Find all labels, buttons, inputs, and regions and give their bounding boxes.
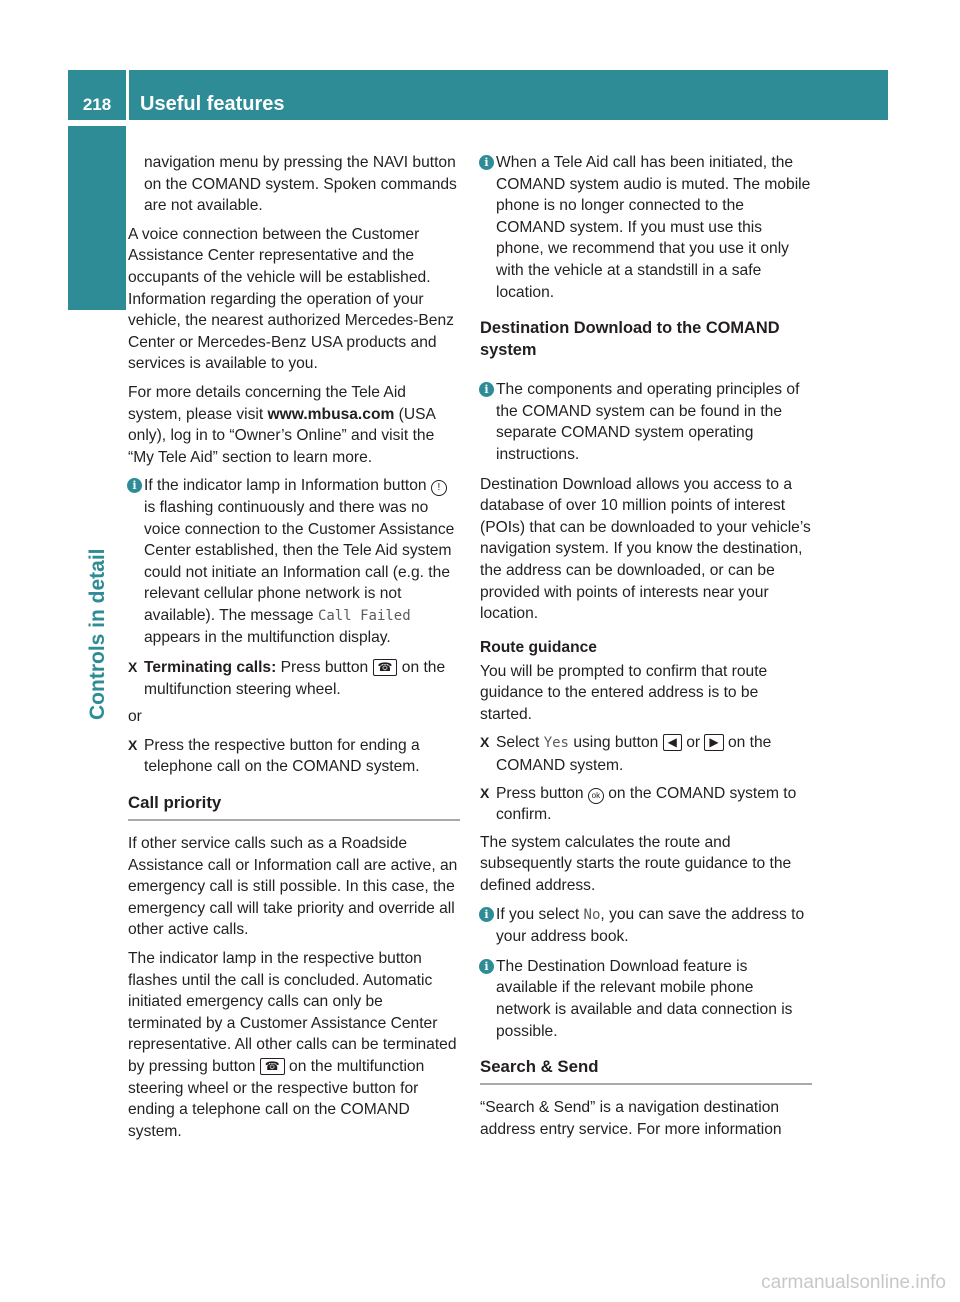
info-icon: i bbox=[127, 478, 142, 493]
info-note: i When a Tele Aid call has been initiated, the COMAND system audio is muted. The mobile phone is no longer connected to the COMAND system. If you must use this phone, we recommend that you use it only with the vehicle at a standstill in a safe location. bbox=[480, 152, 812, 303]
section-title: Useful features bbox=[140, 93, 285, 115]
paragraph: The system calculates the route and subsequently starts the route guidance to the defined address. bbox=[480, 833, 792, 895]
heading-call-priority: Call priority bbox=[128, 792, 460, 821]
option-yes: Yes bbox=[543, 735, 569, 752]
heading-destination-download: Destination Download to the COMAND system bbox=[480, 319, 780, 360]
option-no: No bbox=[583, 906, 601, 923]
website-link[interactable]: www.mbusa.com bbox=[267, 405, 395, 423]
paragraph: A voice connection between the Customer Assistance Center representative and the occupants of the vehicle will be established. Information regarding the operation of your vehicle, the nearest authorized Mercedes-Benz Center or Mercedes-Benz USA products and services is available to you. bbox=[128, 225, 454, 373]
right-column bbox=[480, 152, 812, 1147]
end-call-icon: ☎ bbox=[373, 659, 398, 676]
info-icon: i bbox=[479, 959, 494, 974]
left-arrow-icon: ◀ bbox=[663, 734, 682, 751]
info-icon: i bbox=[479, 382, 494, 397]
paragraph: navigation menu by pressing the NAVI button on the COMAND system. Spoken commands are not available. bbox=[144, 154, 457, 215]
paragraph: You will be prompted to confirm that route guidance to the entered address is to be started. bbox=[480, 662, 768, 723]
heading-route-guidance: Route guidance bbox=[480, 638, 597, 656]
display-message: Call Failed bbox=[317, 607, 411, 624]
page-number: 218 bbox=[82, 95, 112, 114]
instruction-step: X Press the respective button for ending a telephone call on the COMAND system. bbox=[128, 736, 420, 776]
paragraph: “Search & Send” is a navigation destination address entry service. For more information bbox=[480, 1099, 782, 1138]
left-column bbox=[128, 152, 460, 1149]
instruction-step: X Select Yes using button ◀ or ▶ on the COMAND system. bbox=[480, 734, 772, 775]
info-note: i If the indicator lamp in Information button ! is flashing continuously and there was no voice connection to the Customer Assistance Center established, then the Tele Aid system could not initiate an Information call (e.g. the relevant cellular phone network is not available). The message Call Failed appears in the multifunction display. bbox=[128, 475, 460, 649]
info-note: i The components and operating principles of the COMAND system can be found in the separate COMAND system operating instructions. bbox=[480, 379, 812, 465]
heading-search-send: Search & Send bbox=[480, 1056, 812, 1085]
paragraph: Destination Download allows you access to a database of over 10 million points of interest (POIs) that can be downloaded to your vehicle’s navigation system. If you know the destination, the address can be downloaded, or can be provided with points of interests near your location. bbox=[480, 475, 811, 623]
end-call-icon: ☎ bbox=[260, 1058, 285, 1075]
paragraph: The indicator lamp in the respective button flashes until the call is concluded. Automatic initiated emergency calls can only be terminated by a Customer Assistance Center representative. All other calls can be terminated by pressing button ☎ on the multifunction steering wheel or the respective button for ending a telephone call on the COMAND system. bbox=[128, 950, 457, 1140]
watermark: carmanualsonline.info bbox=[761, 1272, 946, 1293]
side-tab-label: Controls in detail bbox=[86, 548, 109, 720]
paragraph: For more details concerning the Tele Aid system, please visit www.mbusa.com (USA only), log in to “Owner’s Online” and visit the “My Tele Aid” section to learn more. bbox=[128, 383, 436, 466]
instruction-step: X Terminating calls: Press button ☎ on the multifunction steering wheel. bbox=[128, 659, 446, 698]
header-divider bbox=[126, 70, 129, 120]
info-icon: i bbox=[479, 907, 494, 922]
ok-button-icon: ok bbox=[588, 788, 604, 804]
info-note: i The Destination Download feature is available if the relevant mobile phone network is available and data connection is possible. bbox=[480, 956, 812, 1042]
instruction-step: X Press button ok on the COMAND system to confirm. bbox=[480, 784, 797, 824]
step-marker-icon: X bbox=[480, 784, 490, 801]
right-arrow-icon: ▶ bbox=[704, 734, 723, 751]
info-note: i If you select No, you can save the address to your address book. bbox=[480, 904, 812, 948]
step-marker-icon: X bbox=[128, 736, 138, 753]
paragraph: If other service calls such as a Roadside Assistance call or Information call are active, an emergency call is still possible. In this case, the emergency call will take priority and override all other active calls. bbox=[128, 835, 458, 939]
step-marker-icon: X bbox=[480, 734, 490, 751]
step-marker-icon: X bbox=[128, 659, 138, 676]
info-button-icon: ! bbox=[431, 480, 447, 496]
info-icon: i bbox=[479, 155, 494, 170]
or-text: or bbox=[128, 708, 142, 726]
side-tab bbox=[68, 126, 126, 310]
